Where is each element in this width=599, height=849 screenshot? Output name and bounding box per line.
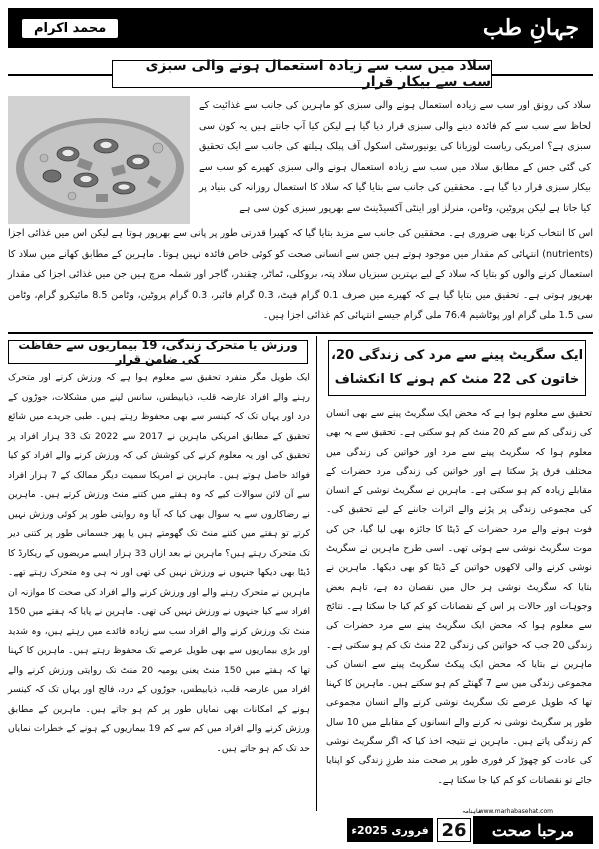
headline-rule-right [492,74,593,76]
magazine-label: ماہنامہ [462,808,481,815]
website-link[interactable]: www.marhabasehat.com [478,808,553,815]
section-divider [8,332,593,334]
headline-rule-left [8,74,112,76]
exercise-article-body: ایک طویل مگر منفرد تحقیق سے معلوم ہوا ہے کہ ورزش کرنے اور متحرک رہنے والے افراد عارضہ قلب، ذیابیطس، سانس لینے میں مشکلات، جوڑوں کے درد اور یہاں تک کہ کینسر سے بھی محفوظ رہتے ہیں۔ طبی جریدے میں شائع تحقیق کے مطابق امریکی ماہرین نے 2017 سے 2022 تک 33 ہزار افراد پر تحقیق کی اور یہ معلوم کرنے کی کوشش کی کہ ورزش کرنے والے افراد کو کیا فوائد حاصل ہوتے ہیں۔ ماہرین نے امریکا سمیت دیگر ممالک کے 7 ہزار افراد سے آن لائن سوالات کیے کہ وہ ہفتے میں کتنے منٹ ورزش کرتے ہیں۔ ماہرین نے رضاکاروں سے یہ سوال بھی کیا کہ آیا وہ روایتی طور پر کوئی ورزش نہیں کرتے تو ہفتے میں کتنے منٹ تک گھومتے ہیں یا پھر جسمانی طور پر کتنی دیر تک متحرک رہتے ہیں؟ ماہرین نے بعد ازاں 33 ہزار ایسے مریضوں کے ریکارڈ کا ڈیٹا بھی دیکھا جنہوں نے ورزش نہیں کی تھی اور نہ ہی وہ متحرک رہتے تھے۔ ماہرین نے متحرک رہنے والے اور ورزش کرنے والے افراد کی صحت کا موازنہ ان افراد سے کیا جنہوں نے ورزش نہیں کی تھی۔ ماہرین نے پایا کہ ہفتے میں 150 منٹ تک ورزش کرنے والے افراد سب سے زیادہ فائدے میں رہتے ہیں، وہ شدید اور بڑی بیماریوں سے بھی طویل عرصے تک محفوظ رہتے ہیں۔ ماہرین کا کہنا تھا کہ ہفتے میں 150 منٹ یعنی یومیہ 20 منٹ تک روایتی ورزش کرنے والے افراد میں عارضہ قلب، ذیابیطس، جوڑوں کے درد، فالج اور یہاں تک کہ کینسر ہونے کے امکانات بھی نمایاں طور پر کم ہو جاتے ہیں۔ ماہرین کے مطابق ورزش کرنے والے افراد میں کم سے کم 19 بیماریوں کے ہونے کے خطرات نمایاں حد تک کم ہو جاتے ہیں۔ [8,372,311,754]
main-article-body: اس کا انتخاب کرنا بھی ضروری ہے۔ محققین کی جانب سے مزید بتایا گیا کہ کھیرا قدرتی طور پر پانی سے بھرپور ہوتا ہے لیکن اس میں غذائی اجزا (nutrients) انتہائی کم مقدار میں موجود ہوتے ہیں جس سے انسانی صحت کو کوئی خاص فائدہ نہیں ہوتا۔ ماہرین کے مطابق کھانے میں سلاد کا استعمال کرنے والوں کو بتایا کہ سلاد کے لیے بہترین سبزیاں سلاد پتہ، بروکلی، ٹماٹر، چقندر، گاجر اور شملہ مرچ ہیں جن میں غذائی اجزا کی مقدار بھرپور ہوتی ہے۔ تحقیق میں بتایا گیا ہے کہ کھیرے میں صرف 0.1 گرام فیٹ، 0.3 گرام فائبر، 0.3 گرام پروٹین، وٹامن 8.5 مائیکرو گرام، وٹامن سی 1.5 ملی گرام اور پوٹاشیم 76.4 ملی گرام جیسے انتہائی کم غذائی اجزا ہیں۔ [8,228,593,321]
smoking-article-body: تحقیق سے معلوم ہوا ہے کہ محض ایک سگریٹ پینے سے بھی انسان کی زندگی کم سے کم 20 منٹ کم ہو سکتی ہے۔ تحقیق سے یہ بھی معلوم ہوا کہ سگریٹ پینے سے مرد اور خواتین کی زندگی میں مختلف فرق پڑ سکتا ہے اور خواتین کی زندگی مرد حضرات کے مقابلے زیادہ کم ہو سکتی ہے۔ ماہرین نے سگریٹ نوشی کے انسان کی مجموعی زندگی پر پڑنے والے اثرات جاننے کے لیے تحقیق کی۔ فوت ہونے والے مرد حضرات کے ڈیٹا کا جائزہ بھی لیا گیا، جن کی موت سگریٹ نوشی سے ہوئی تھی۔ اسی طرح ماہرین نے سگریٹ نوشی کرنے والی لاکھوں خواتین کے ڈیٹا کو بھی دیکھا۔ ماہرین نے بتایا کہ سگریٹ نوشی ہر حال میں نقصان دہ ہے، تاہم بعض وجوہات اور حالات پر اس کے نقصانات کو کم کیا جا سکتا ہے۔ نتائج سے معلوم ہوا کہ محض ایک سگریٹ پینے سے مرد حضرات کی زندگی 20 جب کہ خواتین کی زندگی 22 منٹ تک کم ہو سکتی ہے۔ ماہرین نے بتایا کہ محض ایک پیکٹ سگریٹ پینے سے انسان کی مجموعی زندگی میں سے 7 گھنٹے کم ہو سکتے ہیں۔ ماہرین کا کہنا تھا کہ طویل عرصے تک سگریٹ نوشی کرنے والے انسان مجموعی طور پر سگریٹ نوشی نہ کرنے والے انسانوں کے مقابلے میں 10 سال کم زندگی پاتے ہیں۔ ماہرین نے نتیجہ اخذ کیا کہ اگر سگریٹ نوشی کی عادت کو چھوڑ کر فوری طور پر صحت مند طرزِ زندگی کو اپنایا جائے تو نقصانات کو کم کیا جا سکتا ہے۔ [326,408,592,786]
main-headline: سلاد میں سب سے زیادہ استعمال ہونے والی سبزی سب سے بیکار قرار [112,60,492,88]
main-article-intro: سلاد کی رونق اور سب سے زیادہ استعمال ہونے والی سبزی کو ماہرین کی جانب سے غذائیت کے لحاظ سے سب سے کم فائدہ دینے والی سبزی قرار دیا گیا ہے لیکن کیا آپ جانتے ہیں یہ کون سی سبزی ہے؟ امریکی ریاست لوزیانا کی یونیورسٹی اسکول آف پبلک ہیلتھ کی جانب سے ایک تحقیق کی گئی جس کے مطابق سلاد میں سب سے زیادہ استعمال ہونے والی سبزی کھیرے کو سب سے بیکار سبزی قرار دیا گیا ہے۔ محققین کی جانب سے بتایا گیا کہ سلاد کا استعمال روزانہ کی بنیاد پر کیا جاتا ہے لیکن پروٹین، وٹامن، منرلز اور اینٹی آکسیڈینٹ سے بھرپور سبزی کون سی ہے [199,100,591,214]
cucumber-salad-photo [8,96,190,224]
salad-bowl-illustration [8,96,190,224]
smoking-article-headline [328,340,586,396]
issue-date: فروری 2025ء [347,818,433,842]
smoking-headline-line1: ایک سگریٹ پینے سے مرد کی زندگی 20، [330,348,584,363]
section-title: جہانِ طب [482,15,579,41]
column-divider [316,336,317,811]
section-header [8,8,593,48]
page-number: 26 [437,818,471,842]
smoking-headline-line2: خاتون کی 22 منٹ کم ہونے کا انکشاف [334,372,580,387]
page-footer [310,808,593,844]
author-name: محمد اکرام [22,19,118,38]
exercise-article-headline: ورزش یا متحرک زندگی، 19 بیماریوں سے حفاظت کی ضامن قرار [8,340,308,364]
magazine-logo: مرحبا صحت [473,816,593,844]
